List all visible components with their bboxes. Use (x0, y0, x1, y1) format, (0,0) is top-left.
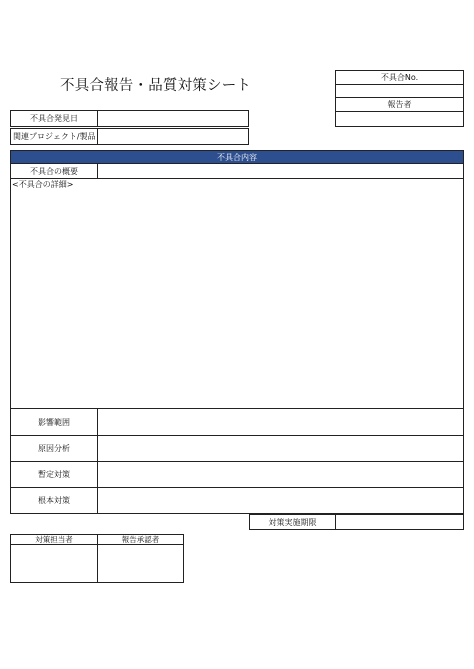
temporary-measure-label: 暫定対策 (38, 470, 70, 479)
approver-label: 報告承認者 (121, 535, 160, 544)
divider (10, 178, 464, 179)
person-label: 対策担当者 (35, 535, 73, 544)
approver-field[interactable] (98, 545, 183, 582)
project-label: 関連プロジェクト/製品 (13, 132, 96, 141)
project-field[interactable] (98, 129, 248, 144)
details-field[interactable] (12, 190, 462, 406)
impact-label: 影響範囲 (38, 417, 70, 427)
number-label: 不具合No. (380, 73, 419, 82)
summary-field[interactable] (98, 164, 463, 178)
number-field[interactable] (336, 85, 463, 97)
summary-label: 不具合の概要 (30, 166, 78, 176)
section-header: 不具合内容 (10, 150, 464, 164)
cause-label: 原因分析 (38, 444, 70, 453)
deadline-field[interactable] (336, 515, 463, 529)
deadline-label: 対策実施期限 (268, 517, 317, 527)
reporter-label: 報告者 (387, 100, 412, 109)
discovery-date-field[interactable] (98, 111, 248, 126)
temporary-measure-field[interactable] (98, 462, 463, 487)
person-field[interactable] (11, 545, 97, 582)
root-measure-label: 根本対策 (38, 496, 70, 505)
impact-field[interactable] (98, 409, 463, 435)
cause-field[interactable] (98, 436, 463, 461)
reporter-field[interactable] (336, 112, 463, 126)
details-label: <不具合の詳細> (12, 180, 74, 189)
root-measure-field[interactable] (98, 488, 463, 513)
page-title: 不具合報告・品質対策シート (60, 78, 252, 94)
discovery-date-label: 不具合発見日 (30, 114, 78, 123)
